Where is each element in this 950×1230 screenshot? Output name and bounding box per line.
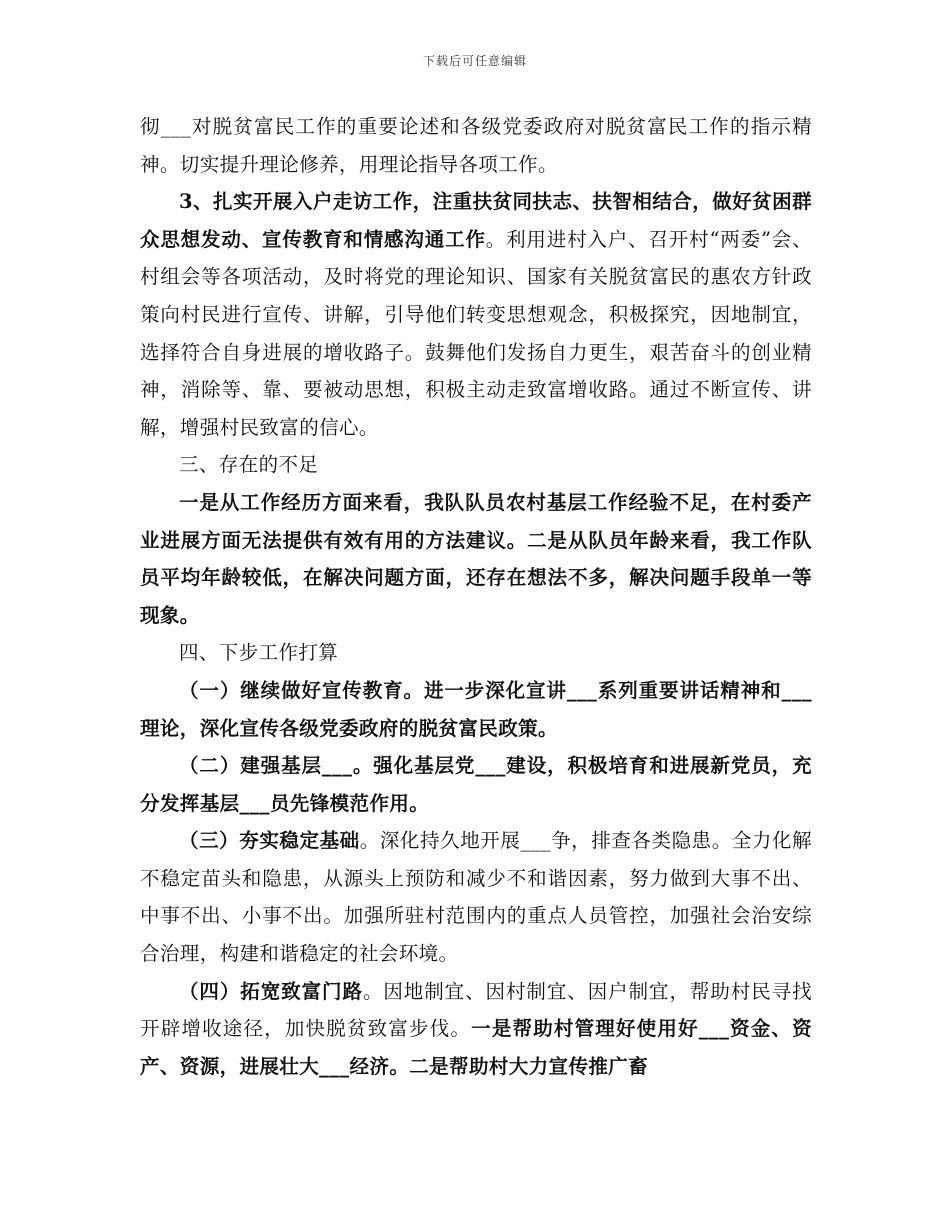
text-run-bold: 一是从工作经历方面来看，我队队员农村基层工作经验不足，在村委产业进展方面无法提供有效有用的方法建议。二是从队员年龄来看，我工作队员平均年龄较低，在解决问题方面，还存在想法不多，解决问题手段单一等现象。 — [140, 490, 812, 627]
text-run: 。利用进村入户、召开村“两委”会、村组会等各项活动，及时将党的理论知识、国家有关脱贫富民的惠农方针政策向村民进行宣传、讲解，引导他们转变思想观念，积极探究，因地制宜，选择符合自身进展的增收路子。鼓舞他们发扬自力更生，艰苦奋斗的创业精神，消除等、靠、要被动思想，积极主动走致富增收路。通过不断宣传、讲解，增强村民致富的信心。 — [140, 227, 812, 439]
text-run-bold: （二）建强基层___。强化基层党___建设，积极培育和进展新党员，充分发挥基层___员先锋模范作用。 — [140, 754, 812, 815]
document-body — [140, 108, 812, 1085]
paragraph-8 — [140, 822, 812, 972]
text-run-bold: 一是帮助村管理好使用好___资金、资产、资源，进展壮大___经济。二是帮助村大力宣传推广畜 — [140, 1017, 812, 1078]
text-run: 。深化持久地开展___争，排查各类隐患。全力化解不稳定苗头和隐患，从源头上预防和减少不和谐因素，努力做到大事不出、中事不出、小事不出。加强所驻村范围内的重点人员管控，加强社会治安综合治理，构建和谐稳定的社会环境。 — [140, 829, 812, 966]
paragraph-7 — [140, 747, 812, 822]
paragraph-4 — [140, 484, 812, 634]
text-run: 彻___对脱贫富民工作的重要论述和各级党委政府对脱贫富民工作的指示精神。切实提升理论修养，用理论指导各项工作。 — [140, 115, 812, 176]
paragraph-1 — [140, 108, 812, 183]
paragraph-2 — [140, 183, 812, 446]
text-run: 四、下步工作打算 — [179, 641, 339, 665]
text-run: 三、存在的不足 — [179, 453, 319, 477]
section-heading-3 — [140, 446, 812, 484]
section-heading-4 — [140, 634, 812, 672]
text-run-bold: 3、扎实开展入户走访工作，注重扶贫同扶志、扶智相结合，做好贫困群众思想发动、宣传教育和情感沟通工作 — [140, 190, 812, 251]
text-run-bold: （四）拓宽致富门路 — [179, 979, 363, 1003]
paragraph-6 — [140, 672, 812, 747]
text-run: 。因地制宜、因村制宜、因户制宜，帮助村民寻找开辟增收途径，加快脱贫致富步伐。 — [140, 979, 812, 1041]
page-header: 下载后可任意编辑 — [422, 54, 527, 68]
paragraph-9 — [140, 973, 812, 1086]
text-run-bold: （三）夯实稳定基础 — [179, 829, 360, 853]
text-run-bold: （一）继续做好宣传教育。进一步深化宣讲___系列重要讲话精神和___理论，深化宣传各级党委政府的脱贫富民政策。 — [140, 678, 812, 740]
